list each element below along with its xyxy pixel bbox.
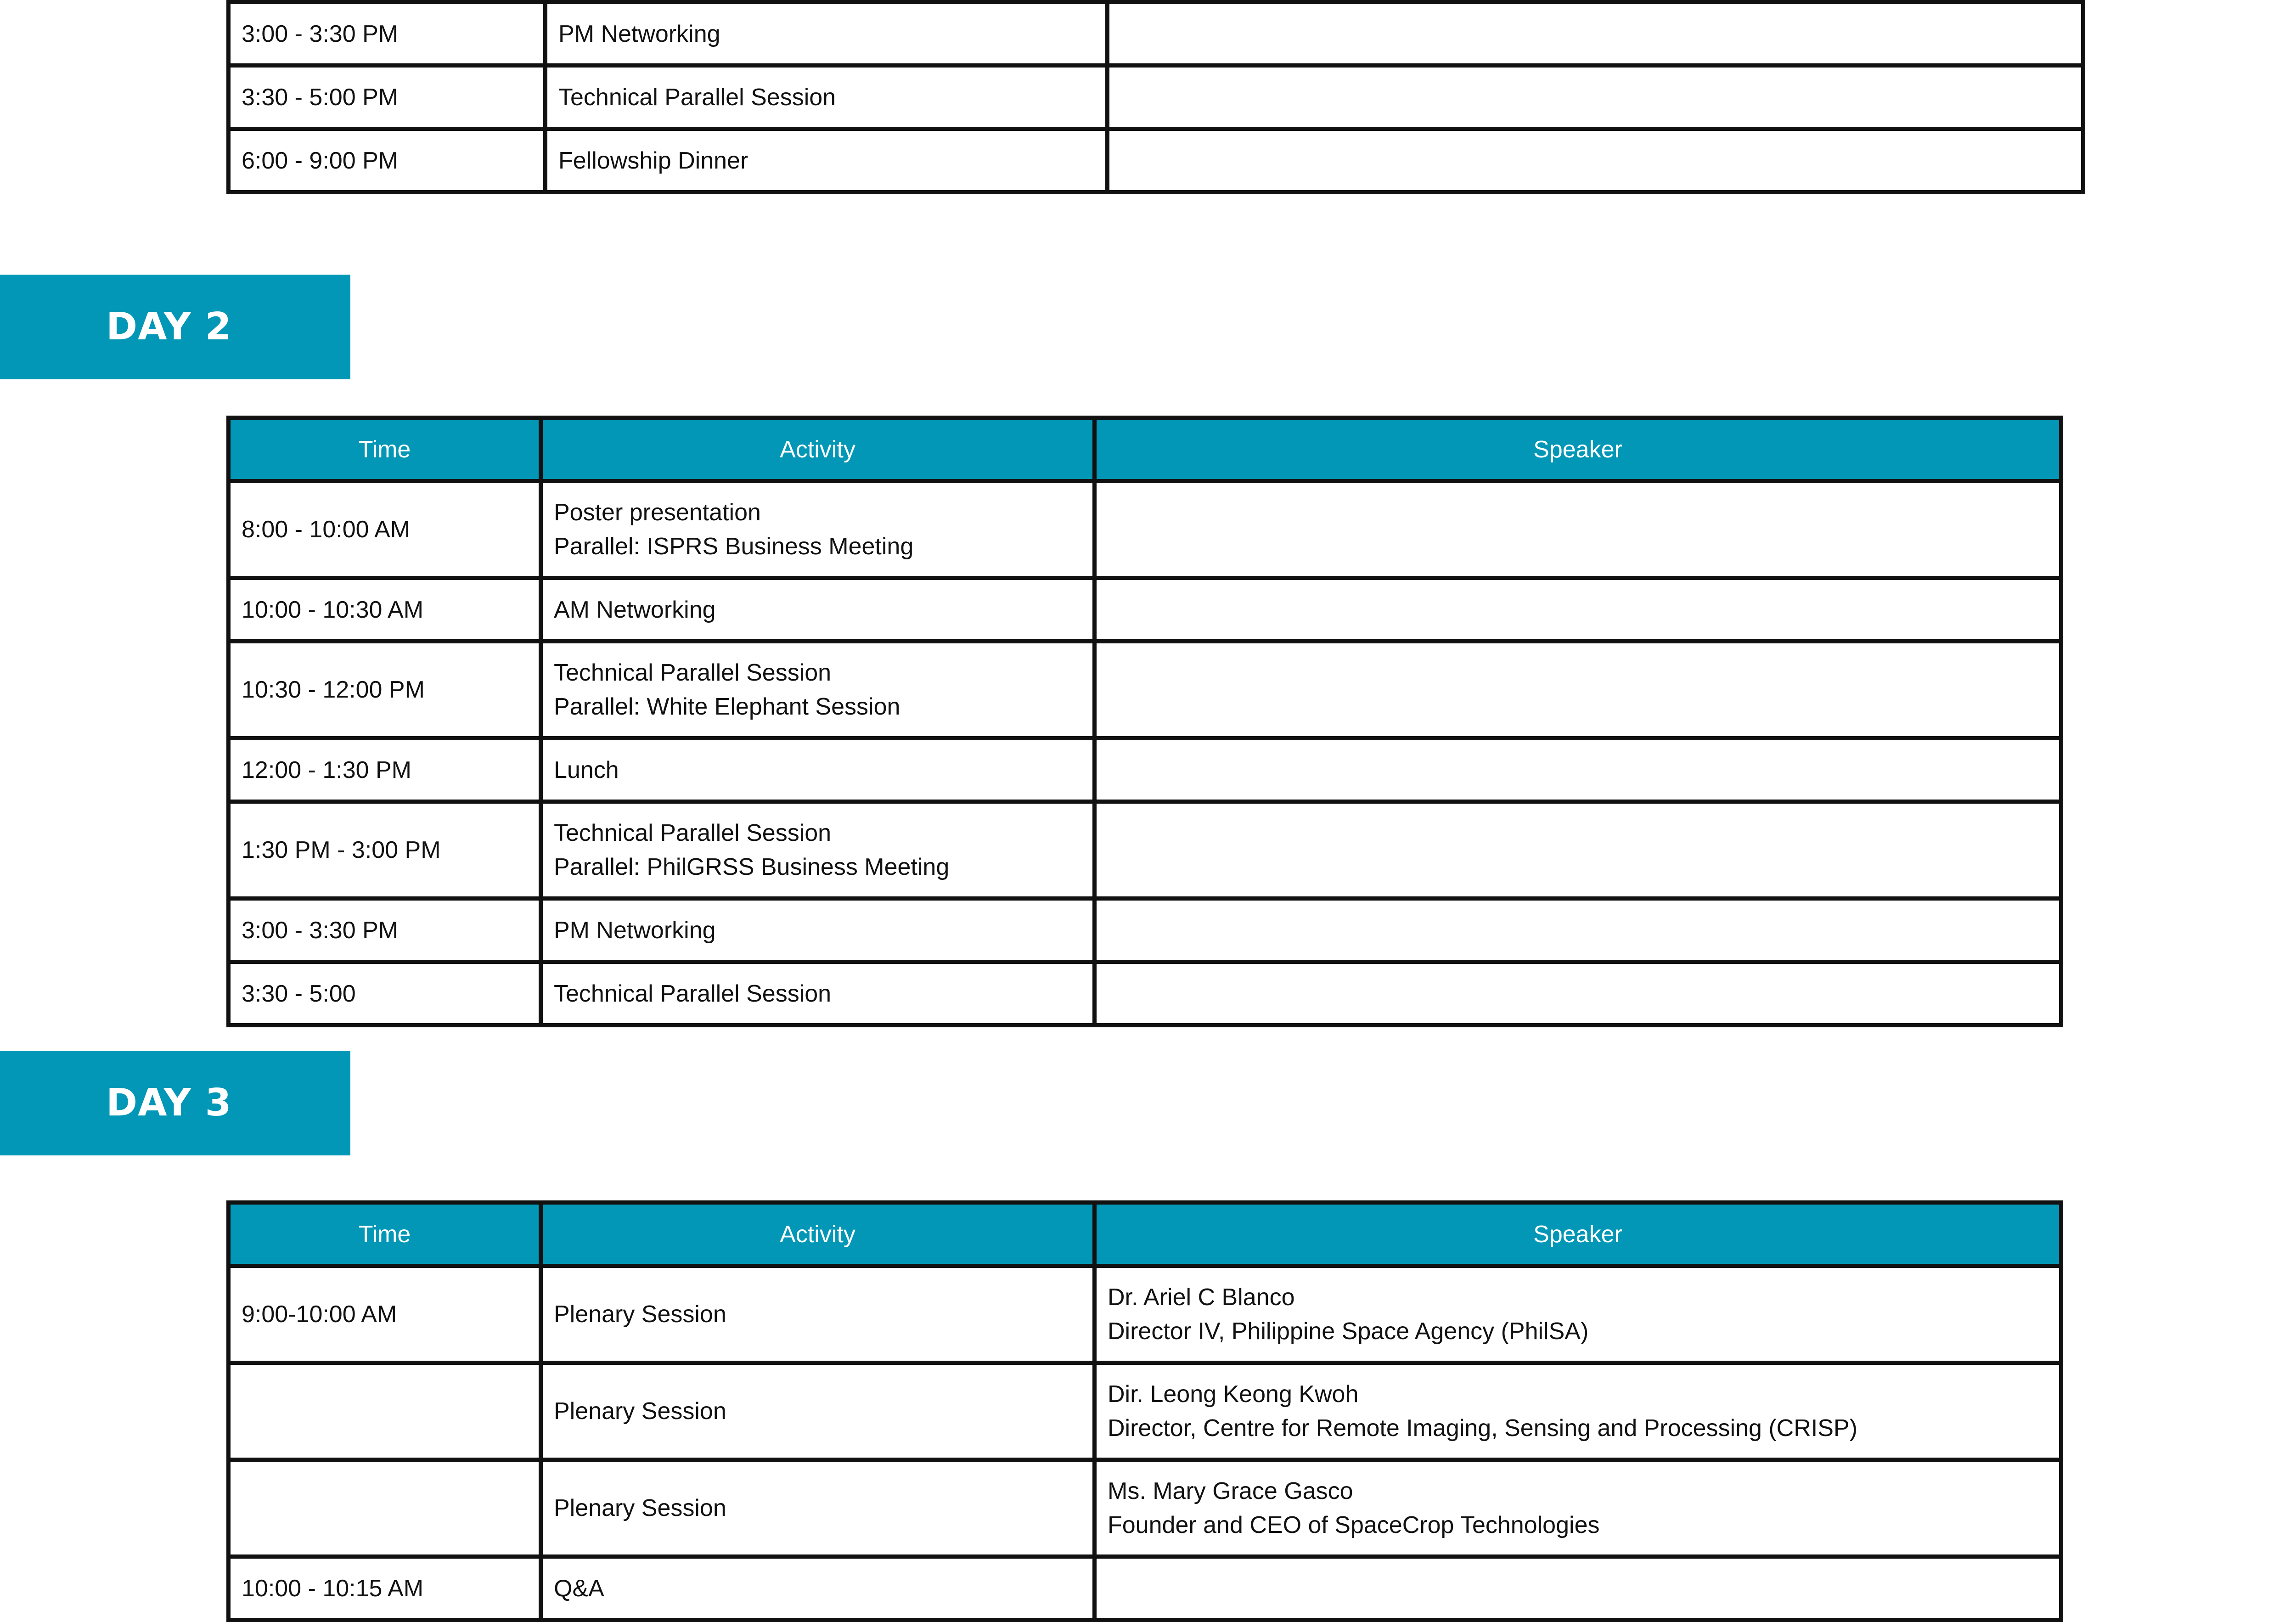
activity-line: Plenary Session (554, 1398, 726, 1425)
time-column-header: Time (229, 418, 541, 481)
activity-line: PM Networking (554, 917, 716, 944)
table-row (229, 481, 2061, 578)
speaker-column-header: Speaker (1095, 1203, 2061, 1266)
table-header-row (229, 418, 2061, 481)
day3-banner: DAY 3 (0, 1051, 350, 1155)
time-cell: 10:00 - 10:15 AM (229, 1557, 541, 1620)
activity-cell (541, 578, 1095, 642)
table-row (229, 1363, 2061, 1460)
table-row (229, 129, 2083, 192)
activity-line: Parallel: White Elephant Session (554, 693, 900, 720)
time-cell (229, 1363, 541, 1460)
time-cell: 1:30 PM - 3:00 PM (229, 802, 541, 899)
table-row (229, 1460, 2061, 1557)
activity-column-header: Activity (541, 418, 1095, 481)
speaker-cell (1108, 2, 2083, 66)
speaker-cell (1095, 738, 2061, 802)
day2-schedule-table (226, 416, 2063, 1027)
speaker-cell (1095, 642, 2061, 738)
activity-line: PM Networking (558, 20, 720, 47)
speaker-line: Dr. Ariel C Blanco (1108, 1284, 1295, 1311)
activity-line: Plenary Session (554, 1495, 726, 1521)
activity-cell (541, 1266, 1095, 1363)
activity-cell (541, 899, 1095, 962)
speaker-line: Director, Centre for Remote Imaging, Sensing and Processing (CRISP) (1108, 1415, 1857, 1442)
activity-line: Lunch (554, 756, 619, 783)
activity-line: Parallel: PhilGRSS Business Meeting (554, 854, 950, 880)
activity-cell (541, 738, 1095, 802)
table-row (229, 899, 2061, 962)
time-cell: 9:00-10:00 AM (229, 1266, 541, 1363)
activity-cell (546, 2, 1108, 66)
activity-line: Technical Parallel Session (554, 820, 832, 846)
table-row (229, 962, 2061, 1025)
time-cell: 10:30 - 12:00 PM (229, 642, 541, 738)
time-cell: 3:30 - 5:00 PM (229, 66, 546, 129)
time-cell (229, 1460, 541, 1557)
speaker-cell (1095, 1557, 2061, 1620)
speaker-cell (1108, 129, 2083, 192)
time-cell: 10:00 - 10:30 AM (229, 578, 541, 642)
day2-banner: DAY 2 (0, 275, 350, 379)
speaker-cell (1095, 1460, 2061, 1557)
activity-line: Plenary Session (554, 1301, 726, 1328)
table-row (229, 2, 2083, 66)
day1-schedule-table (226, 0, 2085, 194)
table-row (229, 642, 2061, 738)
table-row (229, 66, 2083, 129)
day3-schedule-table (226, 1200, 2063, 1622)
time-cell: 12:00 - 1:30 PM (229, 738, 541, 802)
activity-cell (541, 802, 1095, 899)
activity-line: Q&A (554, 1575, 604, 1602)
time-cell: 8:00 - 10:00 AM (229, 481, 541, 578)
activity-cell (546, 129, 1108, 192)
activity-cell (541, 1363, 1095, 1460)
speaker-cell (1095, 899, 2061, 962)
speaker-line: Founder and CEO of SpaceCrop Technologies (1108, 1512, 1600, 1538)
table-row (229, 802, 2061, 899)
activity-column-header: Activity (541, 1203, 1095, 1266)
time-cell: 6:00 - 9:00 PM (229, 129, 546, 192)
activity-line: Technical Parallel Session (554, 659, 832, 686)
speaker-cell (1095, 1363, 2061, 1460)
speaker-cell (1095, 578, 2061, 642)
activity-line: Poster presentation (554, 499, 761, 526)
time-cell: 3:00 - 3:30 PM (229, 899, 541, 962)
activity-line: Fellowship Dinner (558, 147, 748, 174)
speaker-cell (1108, 66, 2083, 129)
speaker-cell (1095, 481, 2061, 578)
speaker-column-header: Speaker (1095, 418, 2061, 481)
time-cell: 3:30 - 5:00 (229, 962, 541, 1025)
activity-line: Parallel: ISPRS Business Meeting (554, 533, 914, 560)
activity-line: AM Networking (554, 596, 716, 623)
activity-cell (541, 1460, 1095, 1557)
table-header-row (229, 1203, 2061, 1266)
activity-line: Technical Parallel Session (554, 980, 832, 1007)
speaker-line: Dir. Leong Keong Kwoh (1108, 1381, 1359, 1408)
activity-cell (541, 642, 1095, 738)
time-cell: 3:00 - 3:30 PM (229, 2, 546, 66)
speaker-cell (1095, 962, 2061, 1025)
activity-line: Technical Parallel Session (558, 84, 836, 111)
speaker-cell (1095, 802, 2061, 899)
table-row (229, 738, 2061, 802)
time-column-header: Time (229, 1203, 541, 1266)
activity-cell (541, 962, 1095, 1025)
activity-cell (546, 66, 1108, 129)
activity-cell (541, 1557, 1095, 1620)
speaker-line: Ms. Mary Grace Gasco (1108, 1478, 1353, 1504)
table-row (229, 578, 2061, 642)
table-row (229, 1557, 2061, 1620)
activity-cell (541, 481, 1095, 578)
speaker-cell (1095, 1266, 2061, 1363)
speaker-line: Director IV, Philippine Space Agency (PhilSA) (1108, 1318, 1589, 1345)
table-row (229, 1266, 2061, 1363)
